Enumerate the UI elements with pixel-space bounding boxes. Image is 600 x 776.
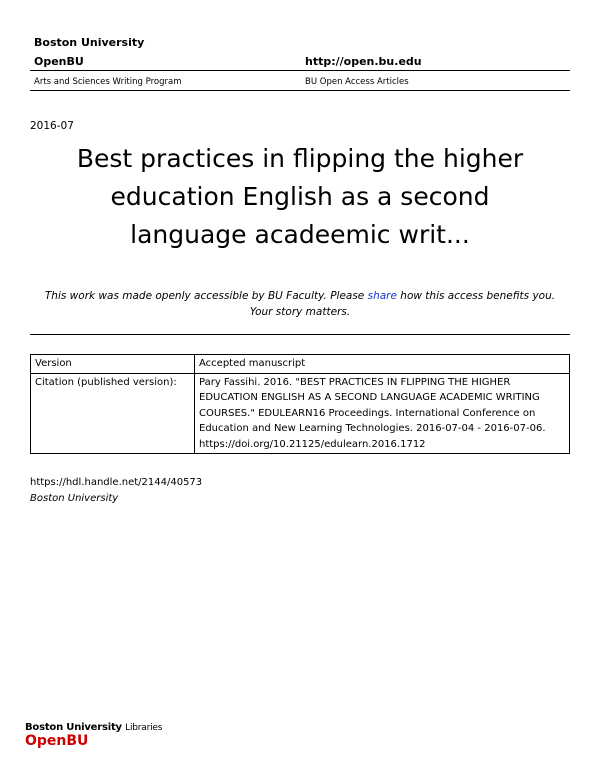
institution-name: Boston University	[30, 493, 119, 504]
document-title	[30, 140, 570, 254]
citation-line: Pary Fassihi. 2016. "BEST PRACTICES IN FLIPPING THE HIGHER	[199, 376, 511, 388]
version-label: Version	[31, 355, 195, 374]
logo-libraries: Libraries	[125, 723, 163, 733]
citation-label: Citation (published version):	[31, 373, 195, 454]
citation-line: Education and New Learning Technologies. 2016-07-04 - 2016-07-06.	[199, 423, 546, 434]
title-line: Best practices in flipping the higher	[76, 144, 524, 173]
title-line: language acadeemic writ...	[130, 220, 470, 249]
access-text-after: how this access benefits you.	[400, 290, 556, 302]
repository-name: OpenBU	[34, 55, 84, 68]
title-line: education English as a second	[110, 182, 490, 211]
handle-link[interactable]: https://hdl.handle.net/2144/40573	[30, 477, 203, 488]
logo-university: Boston University	[25, 722, 122, 733]
university-name: Boston University	[34, 36, 145, 49]
publication-date: 2016-07	[30, 120, 74, 132]
logo-openbu: OpenBU	[25, 733, 89, 749]
version-value: Accepted manuscript	[195, 355, 570, 374]
access-text: This work was made openly accessible by BU Faculty. Please	[44, 290, 365, 302]
access-story: Your story matters.	[249, 306, 351, 318]
citation-value	[195, 373, 570, 454]
header-divider-bottom	[30, 90, 570, 91]
logo-top-line	[25, 722, 162, 733]
header-divider	[30, 70, 570, 71]
citation-line: COURSES." EDULEARN16 Proceedings. International Conference on	[199, 407, 536, 419]
share-link[interactable]: share	[367, 290, 397, 302]
access-statement	[30, 288, 570, 320]
table-row	[31, 373, 570, 454]
citation-line: EDUCATION ENGLISH AS A SECOND LANGUAGE ACADEMIC WRITING	[199, 392, 540, 403]
department-name: Arts and Sciences Writing Program	[34, 77, 182, 87]
openbu-logo	[25, 722, 162, 749]
citation-doi[interactable]: https://doi.org/10.21125/edulearn.2016.1712	[199, 438, 426, 450]
repository-url[interactable]: http://open.bu.edu	[305, 55, 422, 68]
table-row	[31, 355, 570, 374]
access-divider	[30, 334, 570, 335]
metadata-table	[30, 354, 570, 454]
collection-name: BU Open Access Articles	[305, 77, 409, 87]
